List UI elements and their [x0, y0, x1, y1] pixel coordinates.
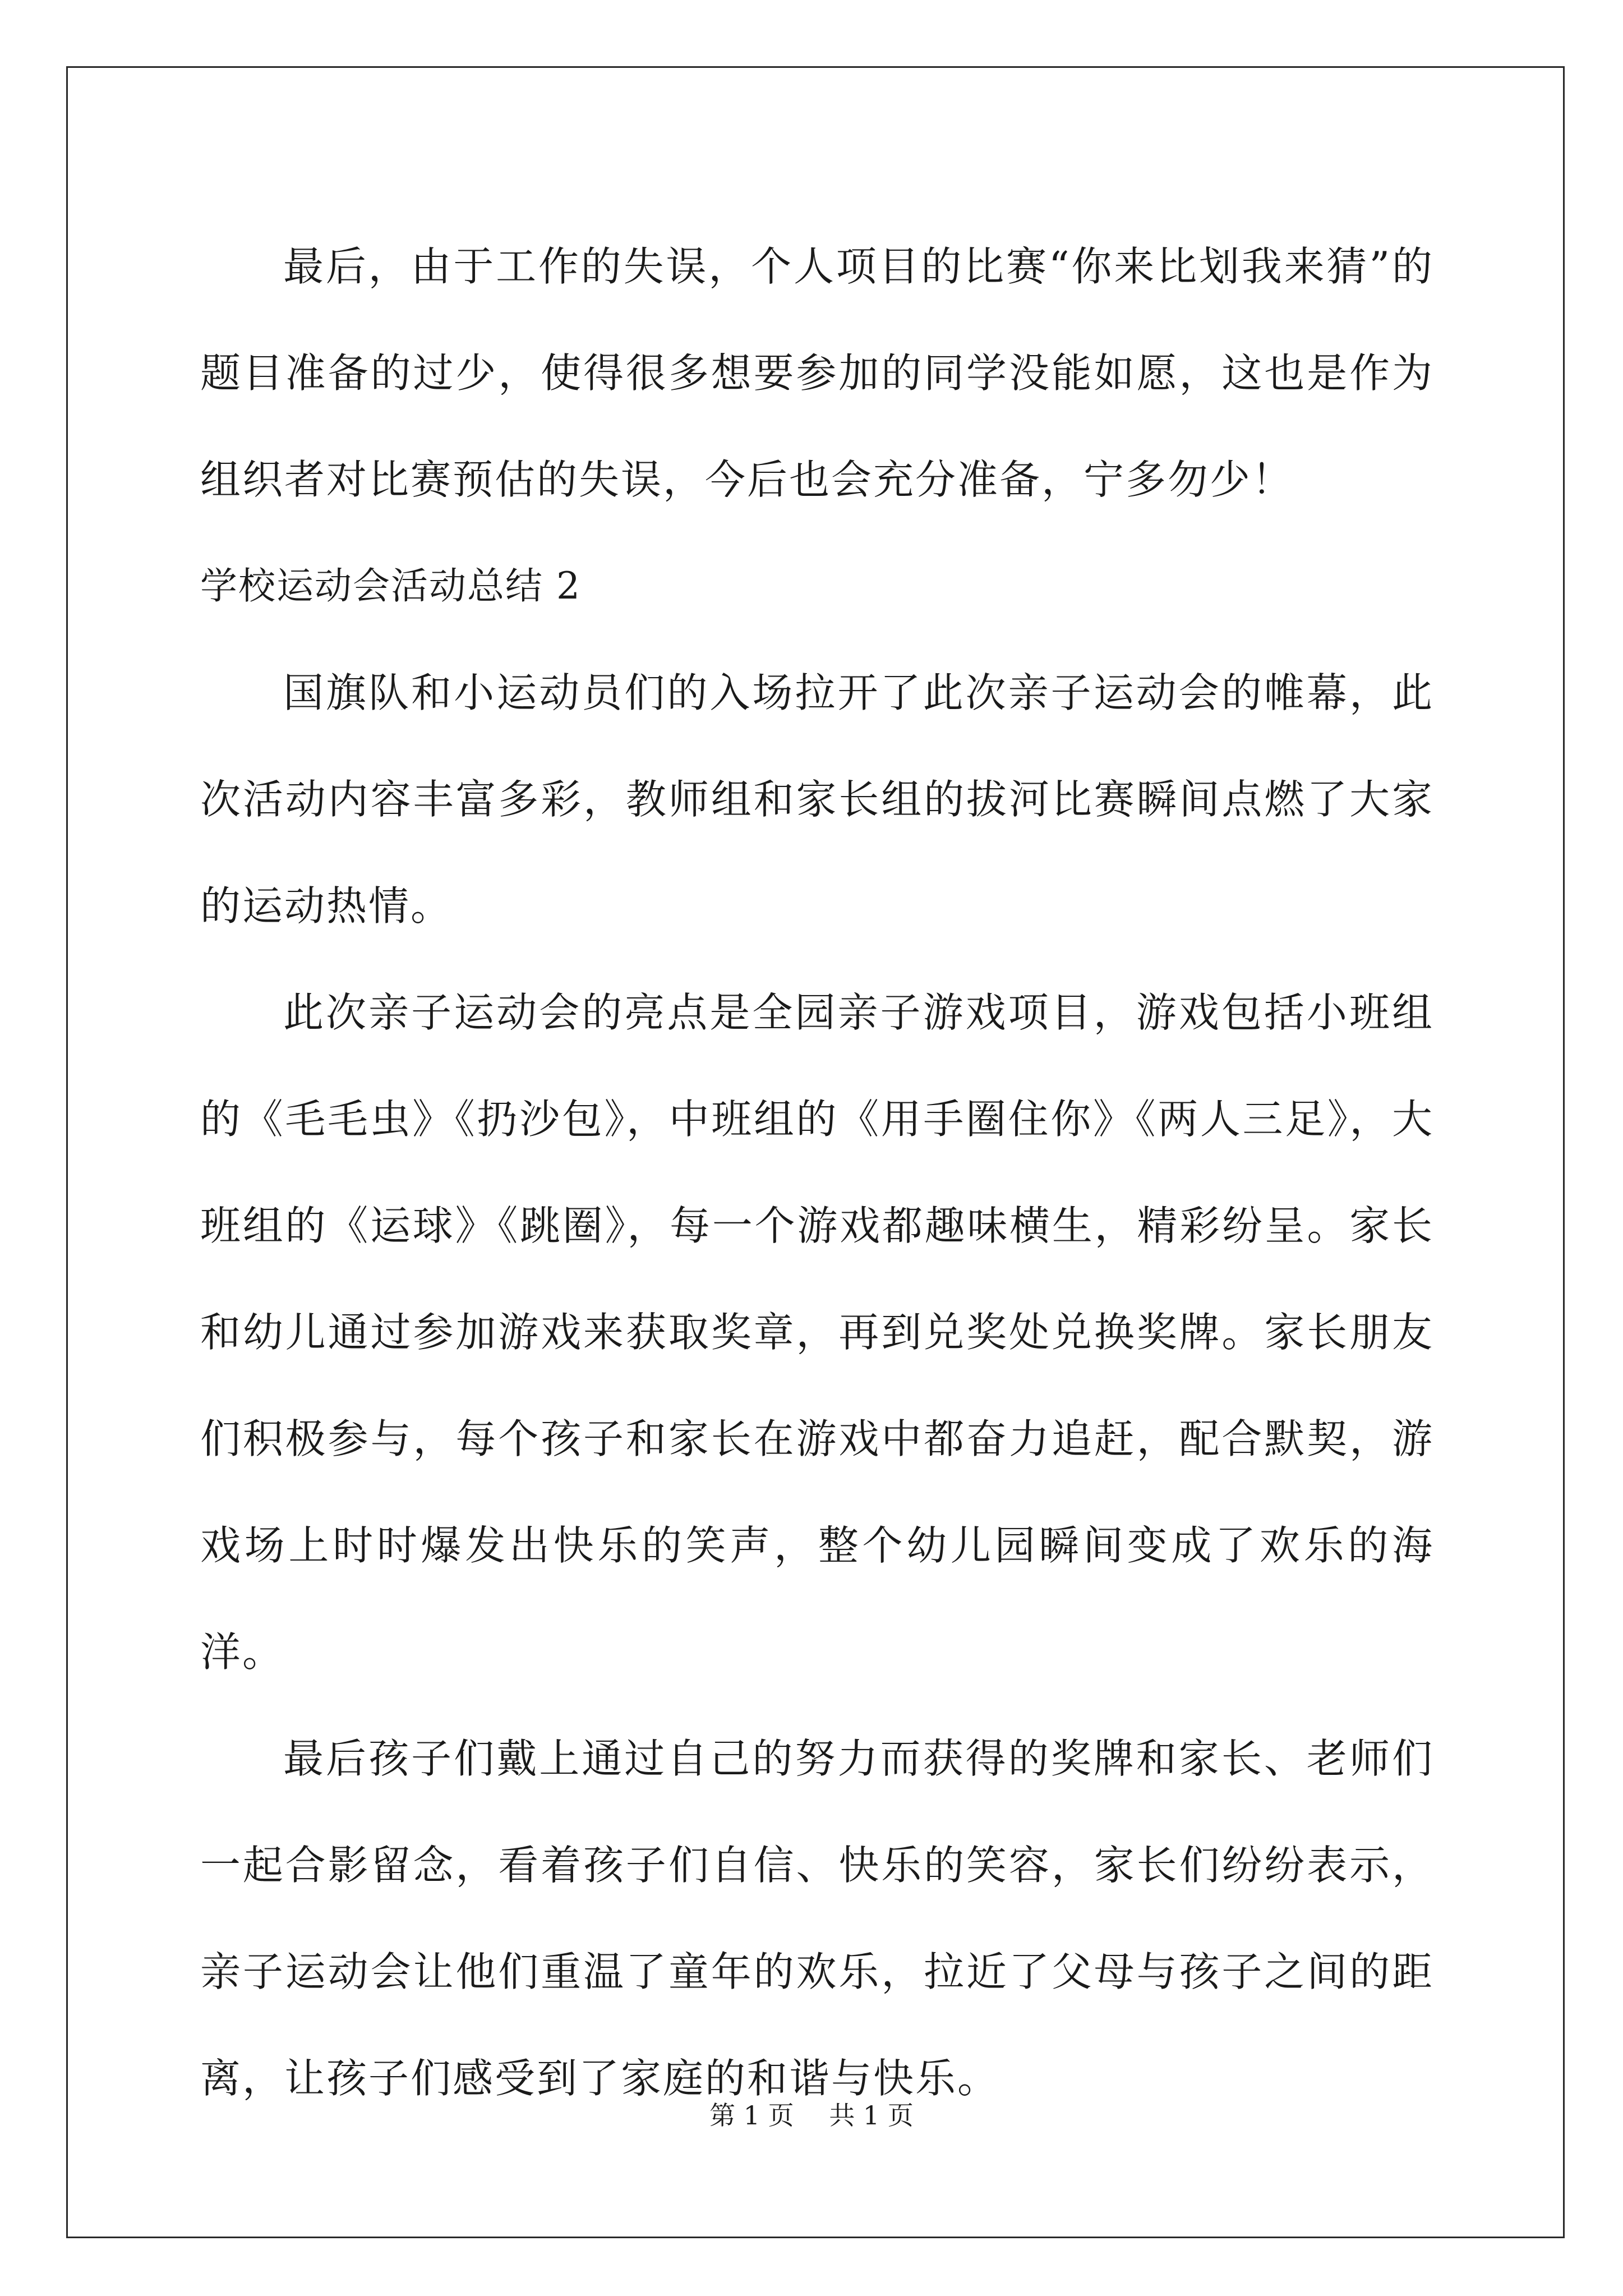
paragraph: 最后，由于工作的失误，个人项目的比赛“你来比划我来猜”的题目准备的过少，使得很多想要参加的同学没能如愿，这也是作为组织者对比赛预估的失误，今后也会充分准备，宁多勿少！	[200, 243, 1434, 503]
paragraph: 此次亲子运动会的亮点是全园亲子游戏项目，游戏包括小班组的《毛毛虫》《扔沙包》，中班组的《用手圈住你》《两人三足》，大班组的《运球》《跳圈》，每一个游戏都趣味横生，精彩纷呈。家长和幼儿通过参加游戏来获取奖章，再到兑奖处兑换奖牌。家长朋友们积极参与，每个孩子和家长在游戏中都奋力追赶，配合默契，游戏场上时时爆发出快乐的笑声，整个幼儿园瞬间变成了欢乐的海洋。	[200, 989, 1434, 1676]
page-number: 第 1 页	[709, 2100, 794, 2131]
section-heading: 学校运动会活动总结 2	[200, 564, 581, 608]
document-body	[200, 213, 1434, 2132]
page-total: 共 1 页	[829, 2100, 914, 2131]
paragraph: 最后孩子们戴上通过自己的努力而获得的奖牌和家长、老师们一起合影留念，看着孩子们自信、快乐的笑容，家长们纷纷表示，亲子运动会让他们重温了童年的欢乐，拉近了父母与孩子之间的距离，让孩子们感受到了家庭的和谐与快乐。	[200, 1735, 1434, 2102]
paragraph: 国旗队和小运动员们的入场拉开了此次亲子运动会的帷幕，此次活动内容丰富多彩，教师组和家长组的拔河比赛瞬间点燃了大家的运动热情。	[200, 669, 1434, 930]
page-footer	[0, 2095, 1623, 2132]
